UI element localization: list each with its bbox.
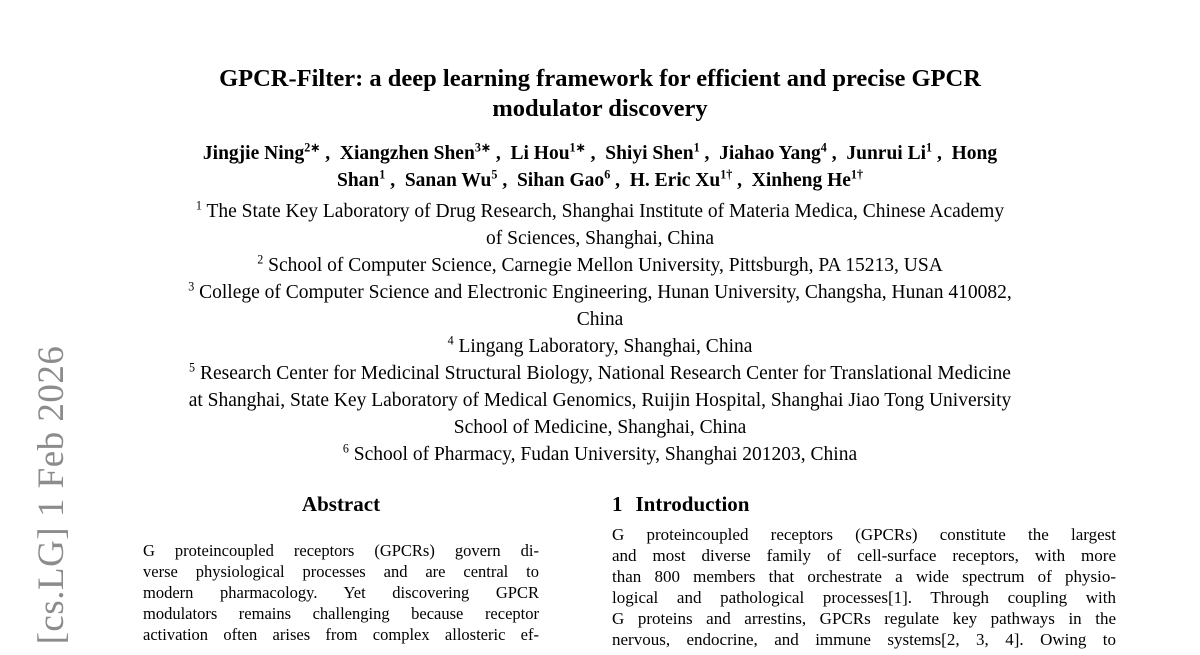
author-lines (120, 140, 1080, 194)
author-line: Shan$^1$ , Sanan Wu$^5$ , Sihan Gao$^6$ , H. Eric $Xu^{1\dagger}$ , Xinheng $He^{1\dagger}$ (336, 167, 863, 191)
paper-title (0, 64, 1200, 124)
paper-title-line1: GPCR-Filter: a deep learning framework for efficient and precise GPCR (219, 65, 981, 92)
author-line: Jingjie Ning$^{2∗}$ , Xiangzhen Shen$^{3∗}$ , Li Hou$^{1∗}$ , Shiyi Shen$^1$ , Jiahao Yang$^4$ , Junrui Li$^1$ , Hong (202, 140, 998, 164)
text-line: activation often arises from complex allosteric ef- (143, 625, 539, 644)
affiliation-line: China (576, 309, 624, 330)
affiliation-line: of Sciences, Shanghai, China (486, 228, 714, 249)
text-line: than 800 members that orchestrate a wide spectrum of physio- (612, 567, 1116, 586)
affiliation-line: at Shanghai, State Key Laboratory of Medical Genomics, Ruijin Hospital, Shanghai Jiao Tong University (188, 390, 1012, 411)
section-number: 1 (612, 492, 623, 516)
abstract-body (143, 540, 539, 645)
abstract-section (143, 491, 539, 645)
text-line: modulators remains challenging because receptor (143, 604, 539, 623)
text-line: modern pharmacology. Yet discovering GPCR (143, 583, 539, 602)
text-line: G proteins and arrestins, GPCRs regulate key pathways in the (612, 609, 1116, 628)
affiliation-line: $^1$ The State Key Laboratory of Drug Research, Shanghai Institute of Materia Medica, Chinese Academy (195, 198, 1005, 222)
text-line: logical and pathological processes[1]. Through coupling with (612, 588, 1116, 607)
affiliation-line: $^4$ Lingang Laboratory, Shanghai, China (447, 333, 753, 357)
introduction-section (612, 491, 1116, 650)
section-title: Introduction (635, 492, 750, 516)
text-line: G proteincoupled receptors (GPCRs) constitute the largest (612, 525, 1116, 544)
arxiv-watermark: [cs.LG] 1 Feb 2026 (31, 345, 72, 645)
abstract-heading: Abstract (301, 492, 381, 516)
affiliation-list (70, 198, 1130, 468)
affiliation-line: $^5$ Research Center for Medicinal Structural Biology, National Research Center for Translational Medicine (189, 360, 1011, 384)
introduction-heading (612, 491, 1116, 517)
text-line: G proteincoupled receptors (GPCRs) govern di- (143, 541, 539, 560)
paper-title-line2: modulator discovery (492, 95, 708, 122)
text-line: nervous, endocrine, and immune systems[2, 3, 4]. Owing to (612, 630, 1116, 649)
text-line: and most diverse family of cell-surface receptors, with more (612, 546, 1116, 565)
affiliation-line: $^3$ College of Computer Science and Electronic Engineering, Hunan University, Changsha, Hunan 410082, (188, 279, 1012, 303)
affiliation-line: $^2$ School of Computer Science, Carnegie Mellon University, Pittsburgh, PA 15213, USA (257, 252, 943, 276)
affiliation-line: $^6$ School of Pharmacy, Fudan University, Shanghai 201203, China (342, 441, 858, 465)
introduction-body (612, 524, 1116, 650)
text-line: verse physiological processes and are central to (143, 562, 539, 581)
affiliation-line: School of Medicine, Shanghai, China (453, 417, 747, 438)
